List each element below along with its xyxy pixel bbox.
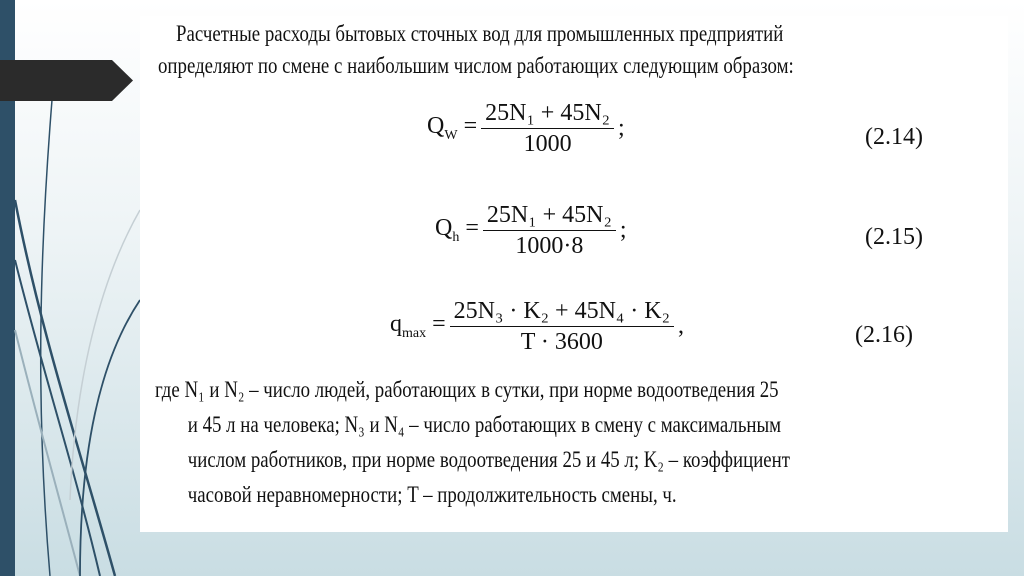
intro-text: Расчетные расходы бытовых сточных вод для промышленных предприятий определяют по смене с наибольшим числом работающих следующим образом: [158,21,794,78]
eq-number-2-15: (2.15) [865,224,923,250]
formula-2-14: $Q_W$ = $\frac{\text{25N₁ + 45N₂}}{1000}$ ; [427,100,625,157]
eq-number-2-14: (2.14) [865,124,923,150]
formula-2-16: $q_{max}$ = $\frac{\text{25N₃ · K₂ + 45N₄ · K₂}}{T \cdot 3600}$ , [390,298,684,355]
eq-number-2-16: (2.16) [855,322,913,348]
definitions-text: где N₁ и N₂ – число людей, работающих в сутки, при норме водоотведения 25 и 45 л на человека; N₃ и N₄ – число работающих в смену с максимальным числом работников, при норме водоотведения 25 и 45 л; K₂ – коэффициент часовой неравномерности; T – продолжительность смены, ч. [155,377,791,507]
slide-content [140,16,1008,532]
formula-2-15: $Q_h$ = $\frac{\text{25N₁ + 45N₂}}{1000\cdot 8}$ ; [435,202,627,259]
arrow-shape [0,60,133,101]
